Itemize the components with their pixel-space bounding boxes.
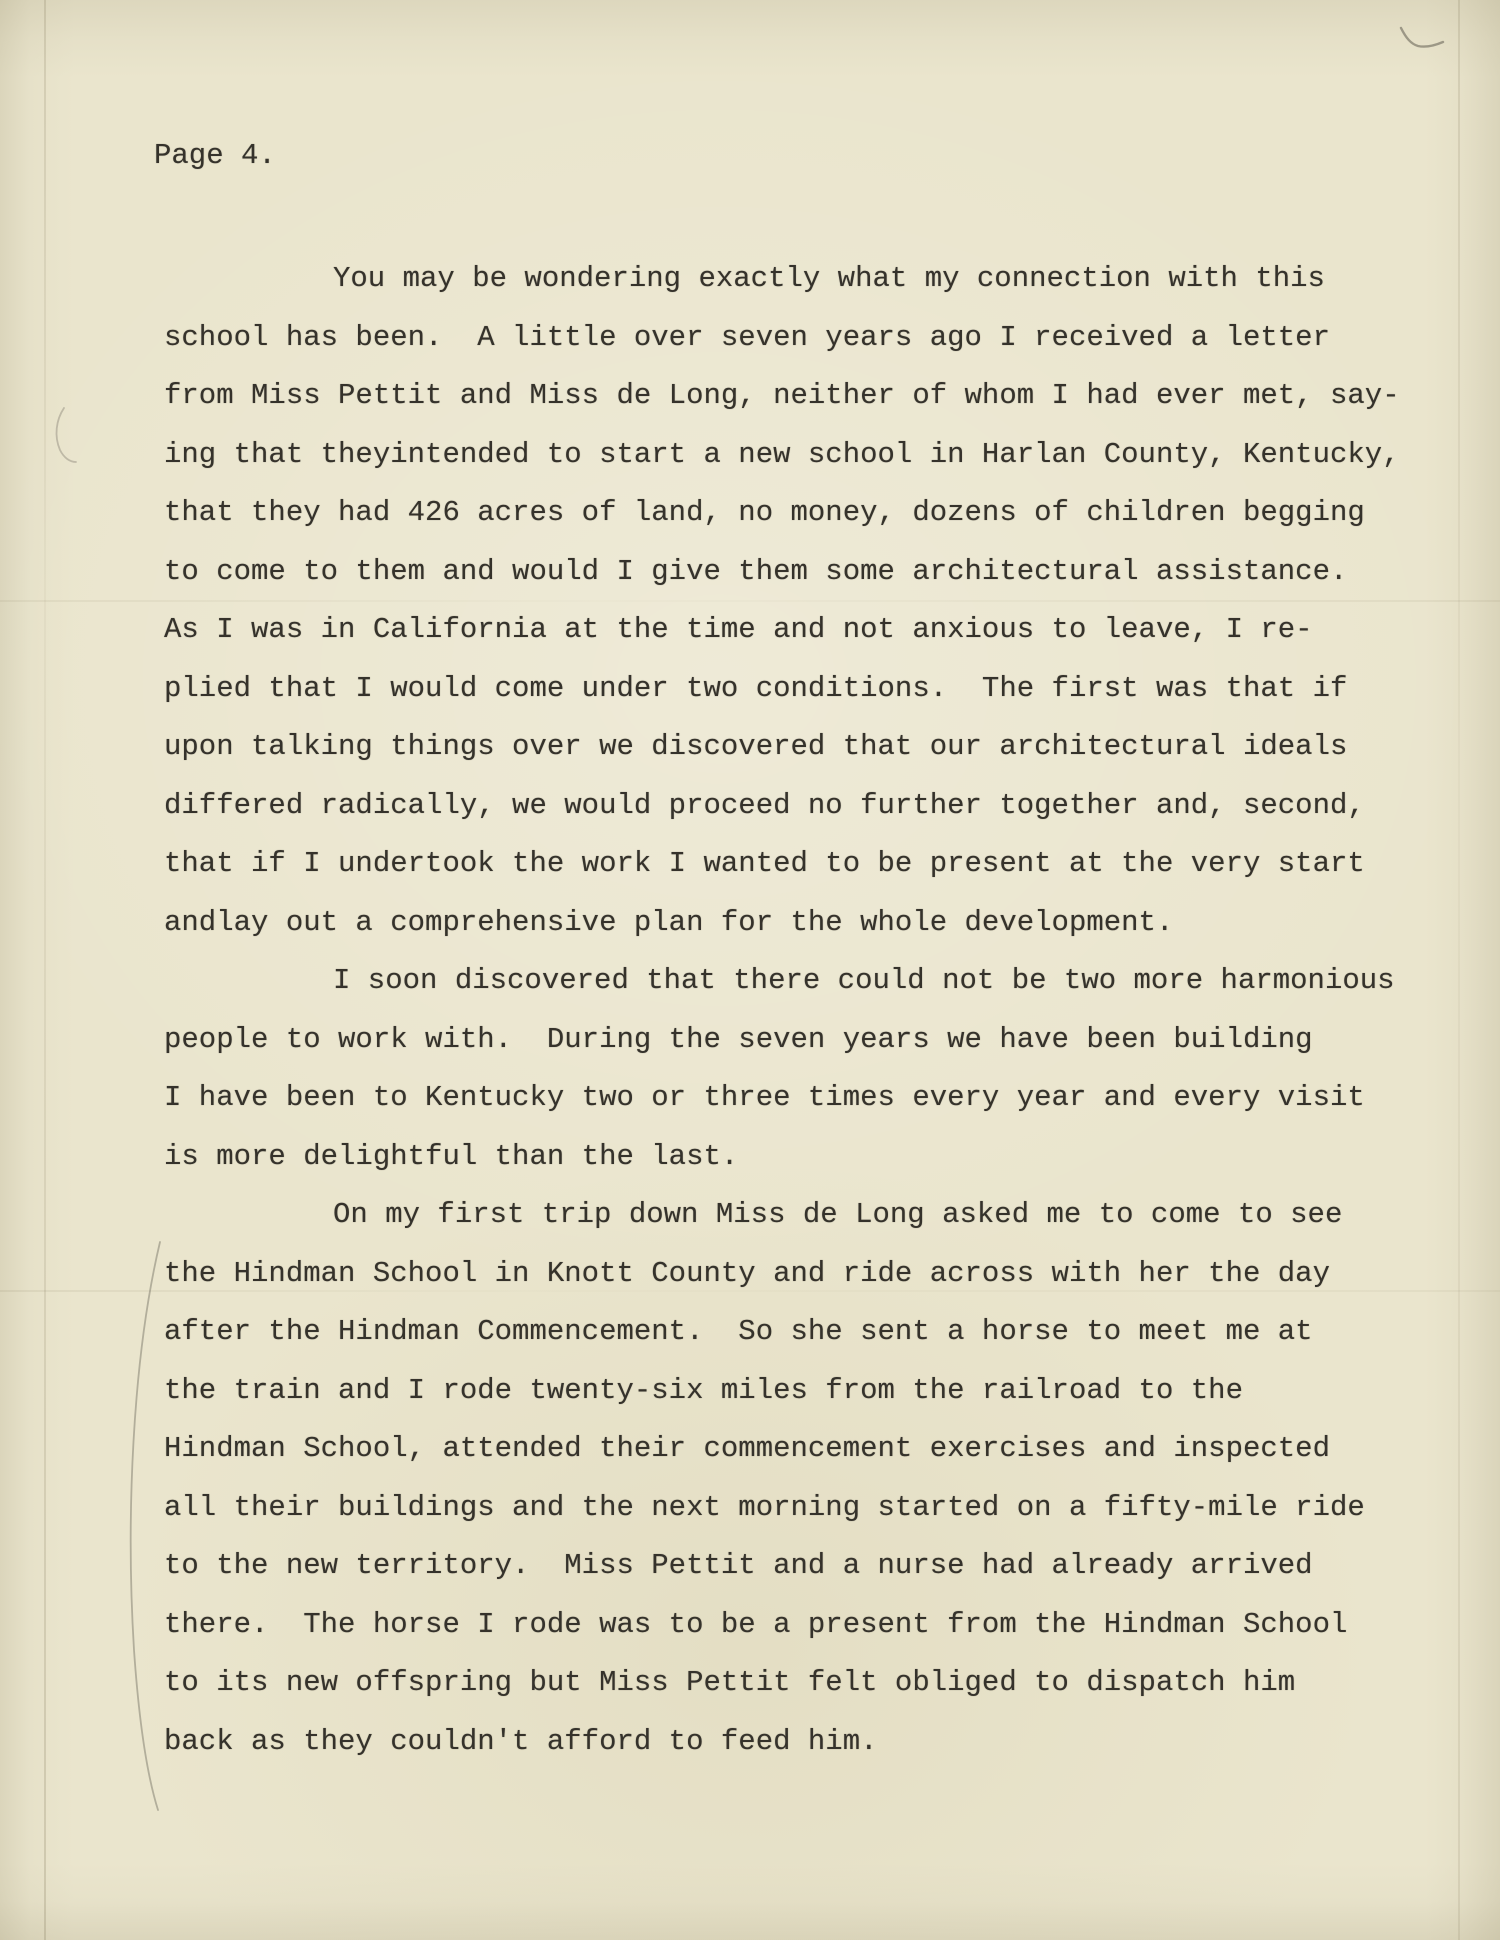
text-line: to the new territory. Miss Pettit and a nurse had already arrived <box>164 1549 1313 1582</box>
vertical-fold-crease-right <box>1458 0 1460 1940</box>
text-line: plied that I would come under two conditions. The first was that if <box>164 671 1348 705</box>
text-line: ing that theyintended to start a new school in Harlan County, Kentucky, <box>164 437 1400 471</box>
text-line: after the Hindman Commencement. So she sent a horse to meet me at <box>164 1315 1313 1348</box>
text-line: andlay out a comprehensive plan for the whole development. <box>164 905 1174 939</box>
text-line: You may be wondering exactly what my connection with this <box>333 262 1325 295</box>
text-line: school has been. A little over seven years ago I received a letter <box>164 320 1330 354</box>
text-line: from Miss Pettit and Miss de Long, neither of whom I had ever met, say- <box>164 379 1400 412</box>
text-line: I have been to Kentucky two or three times every year and every visit <box>164 1081 1365 1114</box>
text-line: Hindman School, attended their commencement exercises and inspected <box>164 1432 1330 1465</box>
text-line: to its new offspring but Miss Pettit felt obliged to dispatch him <box>164 1666 1296 1699</box>
text-line: is more delightful than the last. <box>164 1139 739 1173</box>
text-line: that they had 426 acres of land, no money, dozens of children begging <box>164 496 1365 529</box>
paragraph <box>164 1186 1414 1771</box>
text-line: that if I undertook the work I wanted to be present at the very start <box>164 847 1365 880</box>
text-line: As I was in California at the time and not anxious to leave, I re- <box>164 613 1313 646</box>
text-line: differed radically, we would proceed no further together and, second, <box>164 788 1365 822</box>
text-line: people to work with. During the seven years we have been building <box>164 1022 1313 1056</box>
pencil-checkmark-icon <box>1401 28 1443 47</box>
page-number: Page 4. <box>154 139 276 172</box>
pencil-stray-mark-icon <box>57 408 76 462</box>
text-line: to come to them and would I give them some architectural assistance. <box>164 554 1348 588</box>
text-line: I soon discovered that there could not be two more harmonious <box>333 964 1395 997</box>
letter-body <box>164 250 1414 1771</box>
text-line: upon talking things over we discovered that our architectural ideals <box>164 730 1348 763</box>
text-line: all their buildings and the next morning started on a fifty-mile ride <box>164 1490 1365 1524</box>
text-line: the train and I rode twenty-six miles from the railroad to the <box>164 1373 1243 1407</box>
text-line: there. The horse I rode was to be a present from the Hindman School <box>164 1607 1348 1641</box>
paragraph <box>164 952 1414 1186</box>
text-line: On my first trip down Miss de Long asked me to come to see <box>333 1198 1343 1231</box>
text-line: the Hindman School in Knott County and ride across with her the day <box>164 1256 1330 1290</box>
pencil-margin-bracket-icon <box>131 1242 160 1810</box>
text-line: back as they couldn't afford to feed him. <box>164 1724 878 1758</box>
paragraph <box>164 250 1414 952</box>
vertical-fold-crease-left <box>44 0 46 1940</box>
